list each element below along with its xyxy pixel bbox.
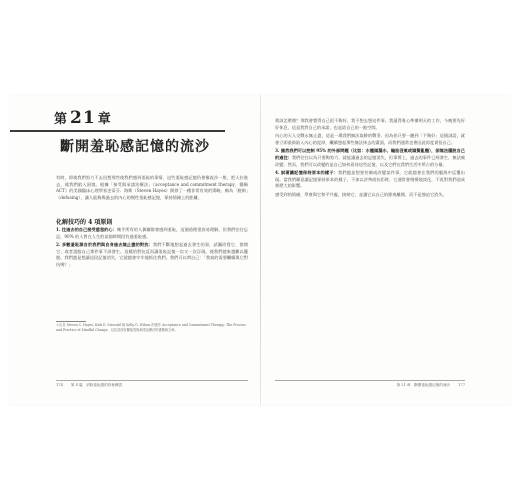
principle-title: 2. 多數羞恥源自於我們與自身過去無止盡的對抗： [56, 242, 153, 248]
principle-text: 我們往往以為只要夠努力，就能讓過去的記憶消失，但事實上，過去的事件已經發生，無法被改變。然而，我們可以改變的是自己如何看待這些記憶，以及它們在我們生活中所占的分量。 [275, 154, 465, 167]
principle-text: 幾乎所有的人偶爾都會感到羞恥，這個道理很容易理解，但我們往往忘記，90% 的人曾在人生的某個時間段有過羞恥感。 [56, 227, 248, 239]
list-item [56, 242, 248, 268]
principle-text: 我們越是想要控制或改變某件事，它就越會在我們的腦海中反覆出現。當我們願意讓記憶保持原本的樣子，不加以評判或抗拒時，它通常會慢慢地淡化，不再對我們造成那麼大的影響。 [275, 170, 465, 189]
footer-rule [56, 380, 248, 381]
chapter-rule [10, 130, 225, 132]
right-body-text [275, 118, 465, 201]
chapter-title: 斷開羞恥感記憶的流沙 [60, 139, 210, 155]
page-number: 177 [458, 383, 465, 387]
continuation-paragraph: 那該怎麼辦？那我會覺得自己很不夠好。我不想去想這件事。我還得專心準備明天的工作，今晚要先好好休息，這是我對自己的承諾，也是給自己的一點空間。 [275, 118, 465, 130]
footnote-rule [56, 321, 86, 322]
list-item [275, 170, 465, 190]
principle-title: 1. 往過去的自己接受慈悲的心： [56, 227, 117, 232]
running-head: 第 21 章 斷開羞恥感記憶的流沙 [396, 383, 451, 387]
principle-title: 3. 雖然我們可以控制 95% 的外部問題（比如：水龍頭漏水、輪胎沒氣或頭髮亂翹），卻無法擺脫自己的過往： [275, 148, 465, 160]
page-footer [56, 383, 122, 388]
list-item [275, 148, 465, 168]
body-paragraph: 內心的天人交戰永無止盡，這是一場我們無法取勝的戰爭。因為你只要一聽到「不夠好」這個詞語，就會立即重新陷入內心的泥淖，繼續想起那些無法抹去的畫面，而我們通常也會因此再度責怪自己。 [275, 133, 465, 145]
running-head: 第 4 篇 消除羞恥感的終極練習 [70, 383, 123, 387]
footnote: ＊出自 Steven C. Hayes, Kirk D. Strosahl 與 Kelly G. Wilson 的著作 Acceptance and Commitment Therapy: The Process and Practice of Mindful Change，以及其他有關接受與承諾治療法的書籍與文章。 [56, 323, 246, 332]
right-page [261, 95, 510, 405]
closing-paragraph: 感受到的情緒，學會與它和平共處，接納它，並讓它以自己的節奏離開，而不是強迫它消失。 [275, 191, 447, 197]
principles-list [56, 227, 248, 271]
principle-title: 4. 試著讓記憶保持原本的樣子： [275, 170, 339, 176]
page-number: 174 [56, 383, 63, 387]
chapter-number [54, 108, 112, 128]
intro-paragraph: 有時，即使我們努力不去回想那些使我們感到羞恥的事情，這些羞恥感記憶仍會像流沙一般，把人拉進去，使我們陷入困境。根據「接受與承諾治療法」（acceptance and commitment therapy，簡稱 ACT）的美國臨床心理學家史蒂芬．海斯（Steven Hayes）開發了一種非常有效的策略，稱為「脫鉤」（defusing），讓人能夠與過去的內心的慢性羞恥感記憶，保持情緒上的距離。 [56, 175, 248, 200]
principle-text: 我們不斷地想起過去發生的事，試圖改寫它、推開它、或者說服自己那件事不該發生。這樣的對抗反而讓羞恥記憶一次又一次浮現，使我們越來越難以擺脫。我們越是想讓這段記憶消失，它就越會牢牢地抓住我們。我們可以問自己：「我真的需要繼續與它對抗嗎？」 [56, 242, 248, 267]
page-footer [397, 383, 465, 388]
chapter-number-digits: 21 [70, 108, 96, 128]
section-heading: 化解技巧的 4 項原則 [56, 219, 113, 226]
chapter-prefix: 第 [54, 112, 69, 127]
chapter-suffix: 章 [97, 112, 112, 127]
book-spread [10, 95, 510, 405]
list-item [56, 227, 248, 240]
footer-rule [275, 380, 465, 381]
left-page [10, 95, 260, 405]
